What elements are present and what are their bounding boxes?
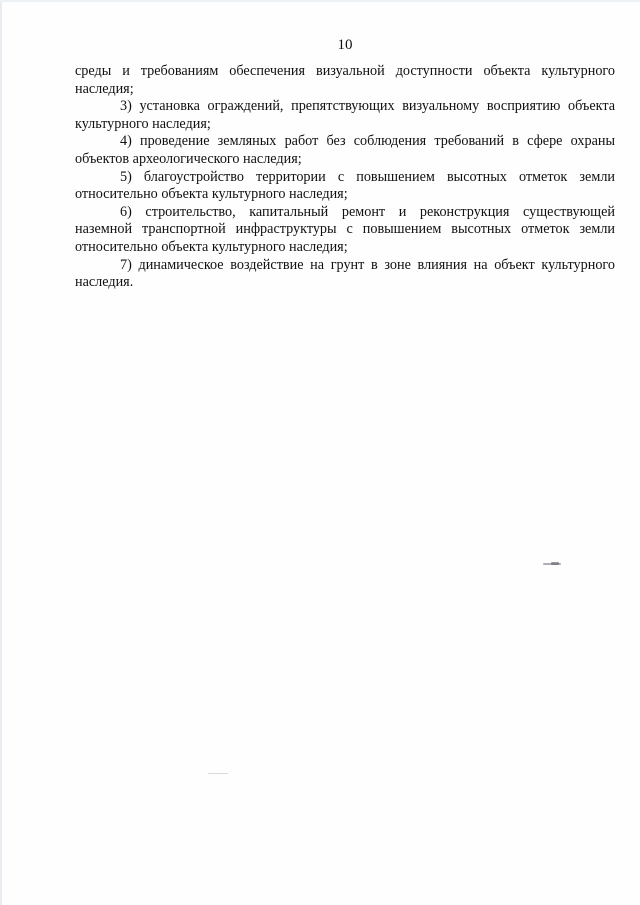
list-item-6: 6) строительство, капитальный ремонт и реконструкция существующей наземной транспортной инфраструктуры с повышением высотных отметок земли относительно объекта культурного наследия; bbox=[75, 203, 615, 255]
page-number: 10 bbox=[337, 37, 353, 53]
list-item-5: 5) благоустройство территории с повышением высотных отметок земли относительно объекта культурного наследия; bbox=[75, 168, 615, 203]
list-item-7: 7) динамическое воздействие на грунт в зоне влияния на объект культурного наследия. bbox=[75, 256, 615, 291]
document-body bbox=[75, 63, 615, 292]
paragraph-continuation: среды и требованиям обеспечения визуальной доступности объекта культурного наследия; bbox=[75, 63, 615, 97]
list-item-4: 4) проведение земляных работ без соблюдения требований в сфере охраны объектов археологического наследия; bbox=[75, 133, 615, 167]
scan-speck bbox=[551, 562, 559, 565]
scan-speck bbox=[208, 773, 228, 774]
list-item-3: 3) установка ограждений, препятствующих визуальному восприятию объекта культурного наследия; bbox=[75, 98, 615, 132]
scan-edge-top bbox=[0, 0, 640, 2]
scan-edge-left bbox=[0, 0, 2, 905]
